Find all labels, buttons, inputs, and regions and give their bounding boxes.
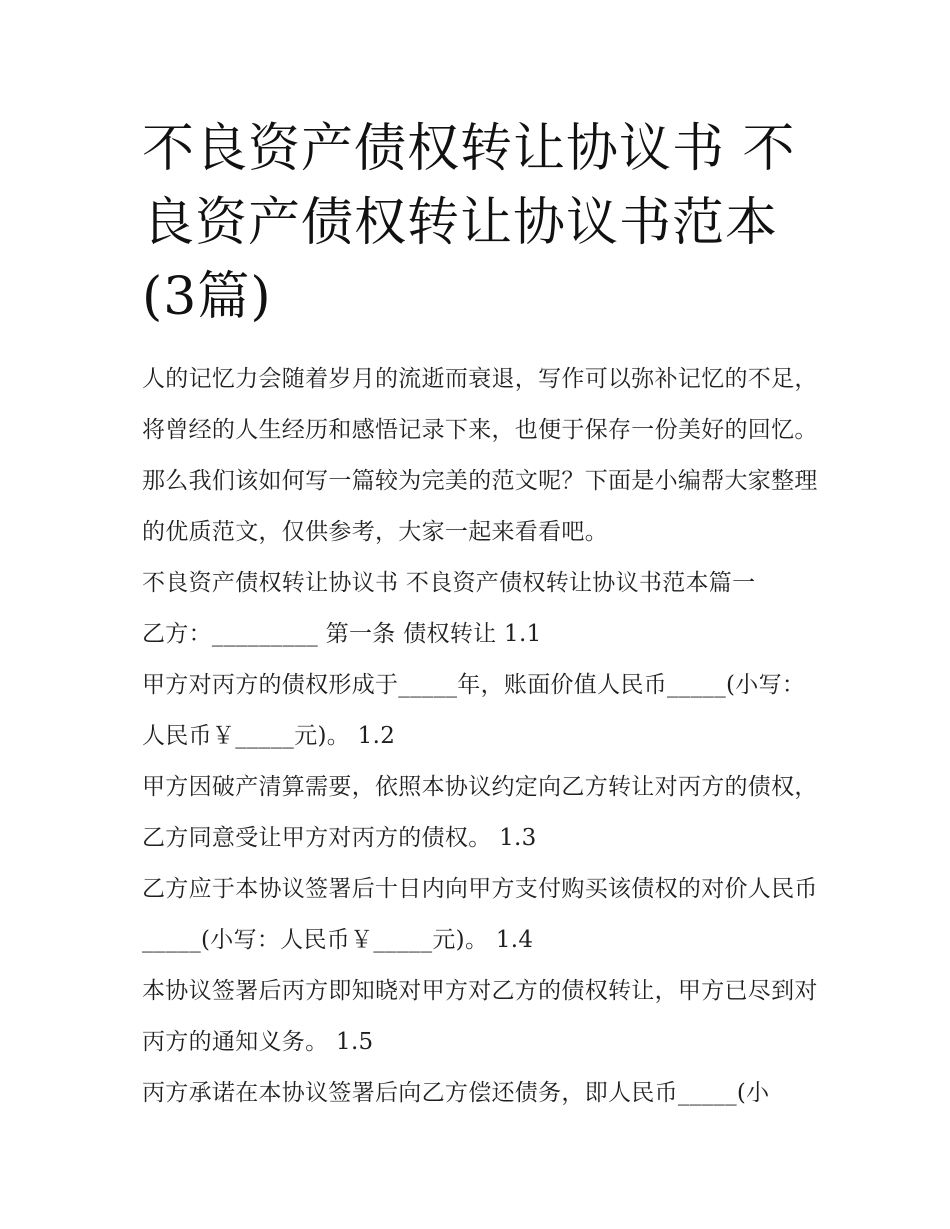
- clause-1-4: 本协议签署后丙方即知晓对甲方对乙方的债权转让，甲方已尽到对丙方的通知义务。 1.5: [142, 978, 818, 1055]
- document-title: 不良资产债权转让协议书 不良资产债权转让协议书范本(3篇): [142, 119, 796, 327]
- clause-1-1: 甲方对丙方的债权形成于_____年，账面价值人民币_____(小写：人民币￥_____元)。 1.2: [142, 672, 806, 749]
- clause-1-5: 丙方承诺在本协议签署后向乙方偿还债务，即人民币_____(小: [142, 1080, 770, 1106]
- section-heading: 不良资产债权转让协议书 不良资产债权转让协议书范本篇一: [142, 570, 756, 596]
- document-page: [142, 112, 822, 1119]
- party-b-line: 乙方：_________ 第一条 债权转让 1.1: [142, 621, 542, 647]
- clause-1-3: 乙方应于本协议签署后十日内向甲方支付购买该债权的对价人民币_____(小写：人民币￥_____元)。 1.4: [142, 876, 818, 953]
- document-body: [142, 354, 822, 1119]
- intro-paragraph: 人的记忆力会随着岁月的流逝而衰退，写作可以弥补记忆的不足，将曾经的人生经历和感悟记录下来，也便于保存一份美好的回忆。那么我们该如何写一篇较为完美的范文呢？下面是小编帮大家整理的优质范文，仅供参考，大家一起来看看吧。: [142, 366, 818, 545]
- clause-1-2: 甲方因破产清算需要，依照本协议约定向乙方转让对丙方的债权，乙方同意受让甲方对丙方的债权。 1.3: [142, 774, 818, 851]
